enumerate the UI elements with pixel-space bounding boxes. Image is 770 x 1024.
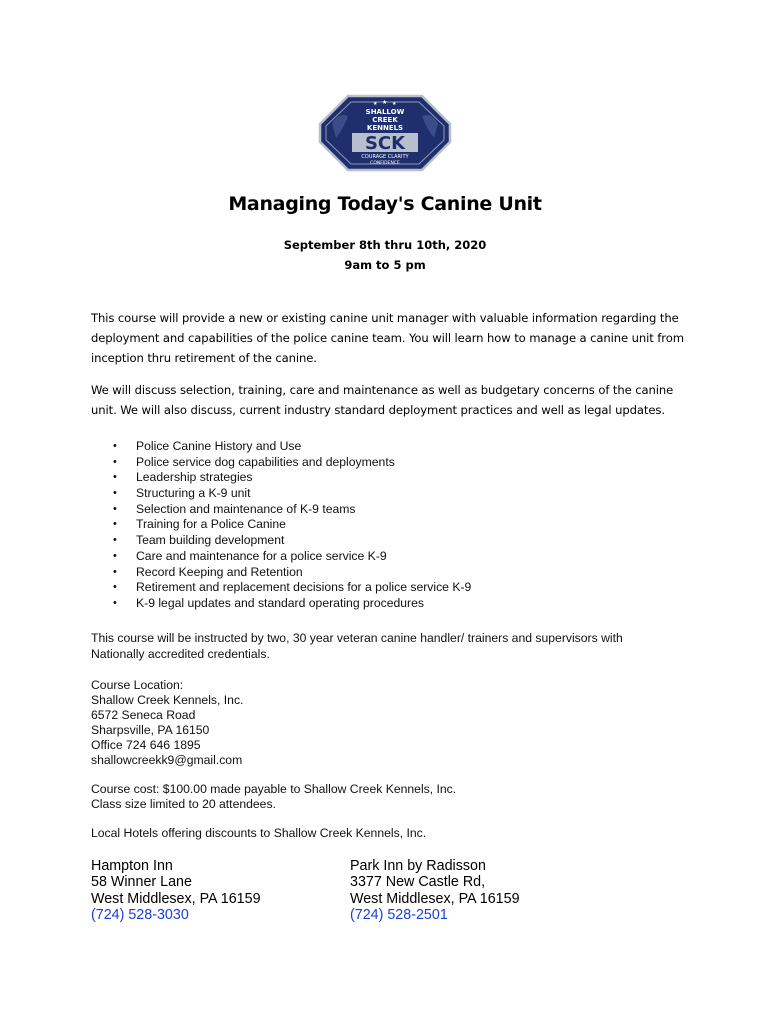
bullet-icon: • bbox=[113, 534, 117, 547]
topic-text: Leadership strategies bbox=[136, 470, 253, 485]
course-times: 9am to 5 pm bbox=[344, 258, 426, 272]
list-item bbox=[91, 470, 471, 486]
bullet-icon: • bbox=[113, 518, 117, 531]
logo-tagline-2: CONFIDENCE bbox=[370, 161, 400, 166]
hotel-street: 58 Winner Lane bbox=[91, 874, 192, 891]
hotels-heading: Local Hotels offering discounts to Shallow Creek Kennels, Inc. bbox=[91, 826, 427, 840]
bullet-icon: • bbox=[113, 549, 117, 562]
hotel-city: West Middlesex, PA 16159 bbox=[350, 890, 520, 907]
intro-paragraph: This course will provide a new or existing canine unit manager with valuable information regarding the deployment and capabilities of the police canine team. You will learn how to manage a canine unit from inception thru retirement of the canine. bbox=[91, 311, 684, 365]
hotel-phone-link[interactable]: (724) 528-3030 bbox=[91, 906, 189, 923]
list-item bbox=[91, 439, 471, 455]
hotel-street: 3377 New Castle Rd, bbox=[350, 874, 486, 891]
logo-initials: SCK bbox=[364, 133, 406, 154]
course-dates: September 8th thru 10th, 2020 bbox=[283, 238, 487, 252]
course-location bbox=[91, 678, 243, 768]
list-item bbox=[91, 517, 471, 533]
intro-paragraph: We will discuss selection, training, care and maintenance as well as budgetary concerns of the canine unit. We will also discuss, current industry standard deployment practices and well as legal updates. bbox=[91, 383, 674, 417]
list-item bbox=[91, 502, 471, 518]
list-item bbox=[91, 533, 471, 549]
hotel-name: Hampton Inn bbox=[91, 858, 173, 874]
svg-text:★: ★ bbox=[392, 101, 397, 107]
location-city: Sharpsville, PA 16150 bbox=[91, 723, 210, 737]
location-email: shallowcreekk9@gmail.com bbox=[91, 753, 243, 767]
course-title: Managing Today's Canine Unit bbox=[228, 193, 542, 215]
location-street: 6572 Seneca Road bbox=[91, 708, 196, 722]
list-item bbox=[91, 596, 471, 612]
hotel-name: Park Inn by Radisson bbox=[350, 858, 486, 874]
topic-text: Training for a Police Canine bbox=[136, 517, 286, 532]
topic-list bbox=[91, 439, 471, 612]
instructors-text: This course will be instructed by two, 30 year veteran canine handler/ trainers and supervisors with Nationally accredited credentials. bbox=[91, 631, 623, 661]
topic-text: Record Keeping and Retention bbox=[136, 564, 303, 579]
logo-line-3: KENNELS bbox=[366, 124, 404, 132]
svg-text:★: ★ bbox=[382, 99, 388, 106]
topic-text: Selection and maintenance of K-9 teams bbox=[136, 501, 356, 516]
list-item bbox=[91, 486, 471, 502]
bullet-icon: • bbox=[113, 565, 117, 578]
svg-text:★: ★ bbox=[373, 101, 378, 107]
bullet-icon: • bbox=[113, 596, 117, 609]
list-item bbox=[91, 580, 471, 596]
hotel-park-inn bbox=[350, 858, 520, 923]
hotel-hampton-inn bbox=[91, 858, 261, 923]
hotel-city: West Middlesex, PA 16159 bbox=[91, 890, 261, 907]
course-cost: Course cost: $100.00 made payable to Shallow Creek Kennels, Inc. bbox=[91, 782, 457, 796]
logo-tagline-1: COURAGE CLARITY bbox=[361, 154, 409, 160]
list-item bbox=[91, 565, 471, 581]
list-item bbox=[91, 455, 471, 471]
location-heading: Course Location: bbox=[91, 678, 184, 692]
shallow-creek-kennels-logo bbox=[318, 94, 452, 172]
bullet-icon: • bbox=[113, 502, 117, 515]
topic-text: Police Canine History and Use bbox=[136, 439, 302, 453]
topic-text: Retirement and replacement decisions for a police service K-9 bbox=[136, 580, 472, 595]
bullet-icon: • bbox=[113, 455, 117, 468]
location-name: Shallow Creek Kennels, Inc. bbox=[91, 693, 244, 707]
location-office-phone: Office 724 646 1895 bbox=[91, 738, 201, 752]
logo-line-2: CREEK bbox=[372, 116, 398, 124]
class-size: Class size limited to 20 attendees. bbox=[91, 797, 276, 811]
bullet-icon: • bbox=[113, 471, 117, 484]
topic-text: Police service dog capabilities and deployments bbox=[136, 454, 395, 469]
bullet-icon: • bbox=[113, 581, 117, 594]
list-item bbox=[91, 549, 471, 565]
logo-line-1: SHALLOW bbox=[365, 108, 405, 116]
topic-text: Team building development bbox=[136, 533, 285, 548]
bullet-icon: • bbox=[113, 487, 117, 500]
topic-text: Structuring a K-9 unit bbox=[136, 486, 251, 501]
hotel-phone-link[interactable]: (724) 528-2501 bbox=[350, 906, 448, 923]
topic-text: K-9 legal updates and standard operating procedures bbox=[136, 595, 424, 610]
bullet-icon: • bbox=[113, 440, 117, 452]
topic-text: Care and maintenance for a police service K-9 bbox=[136, 548, 387, 563]
